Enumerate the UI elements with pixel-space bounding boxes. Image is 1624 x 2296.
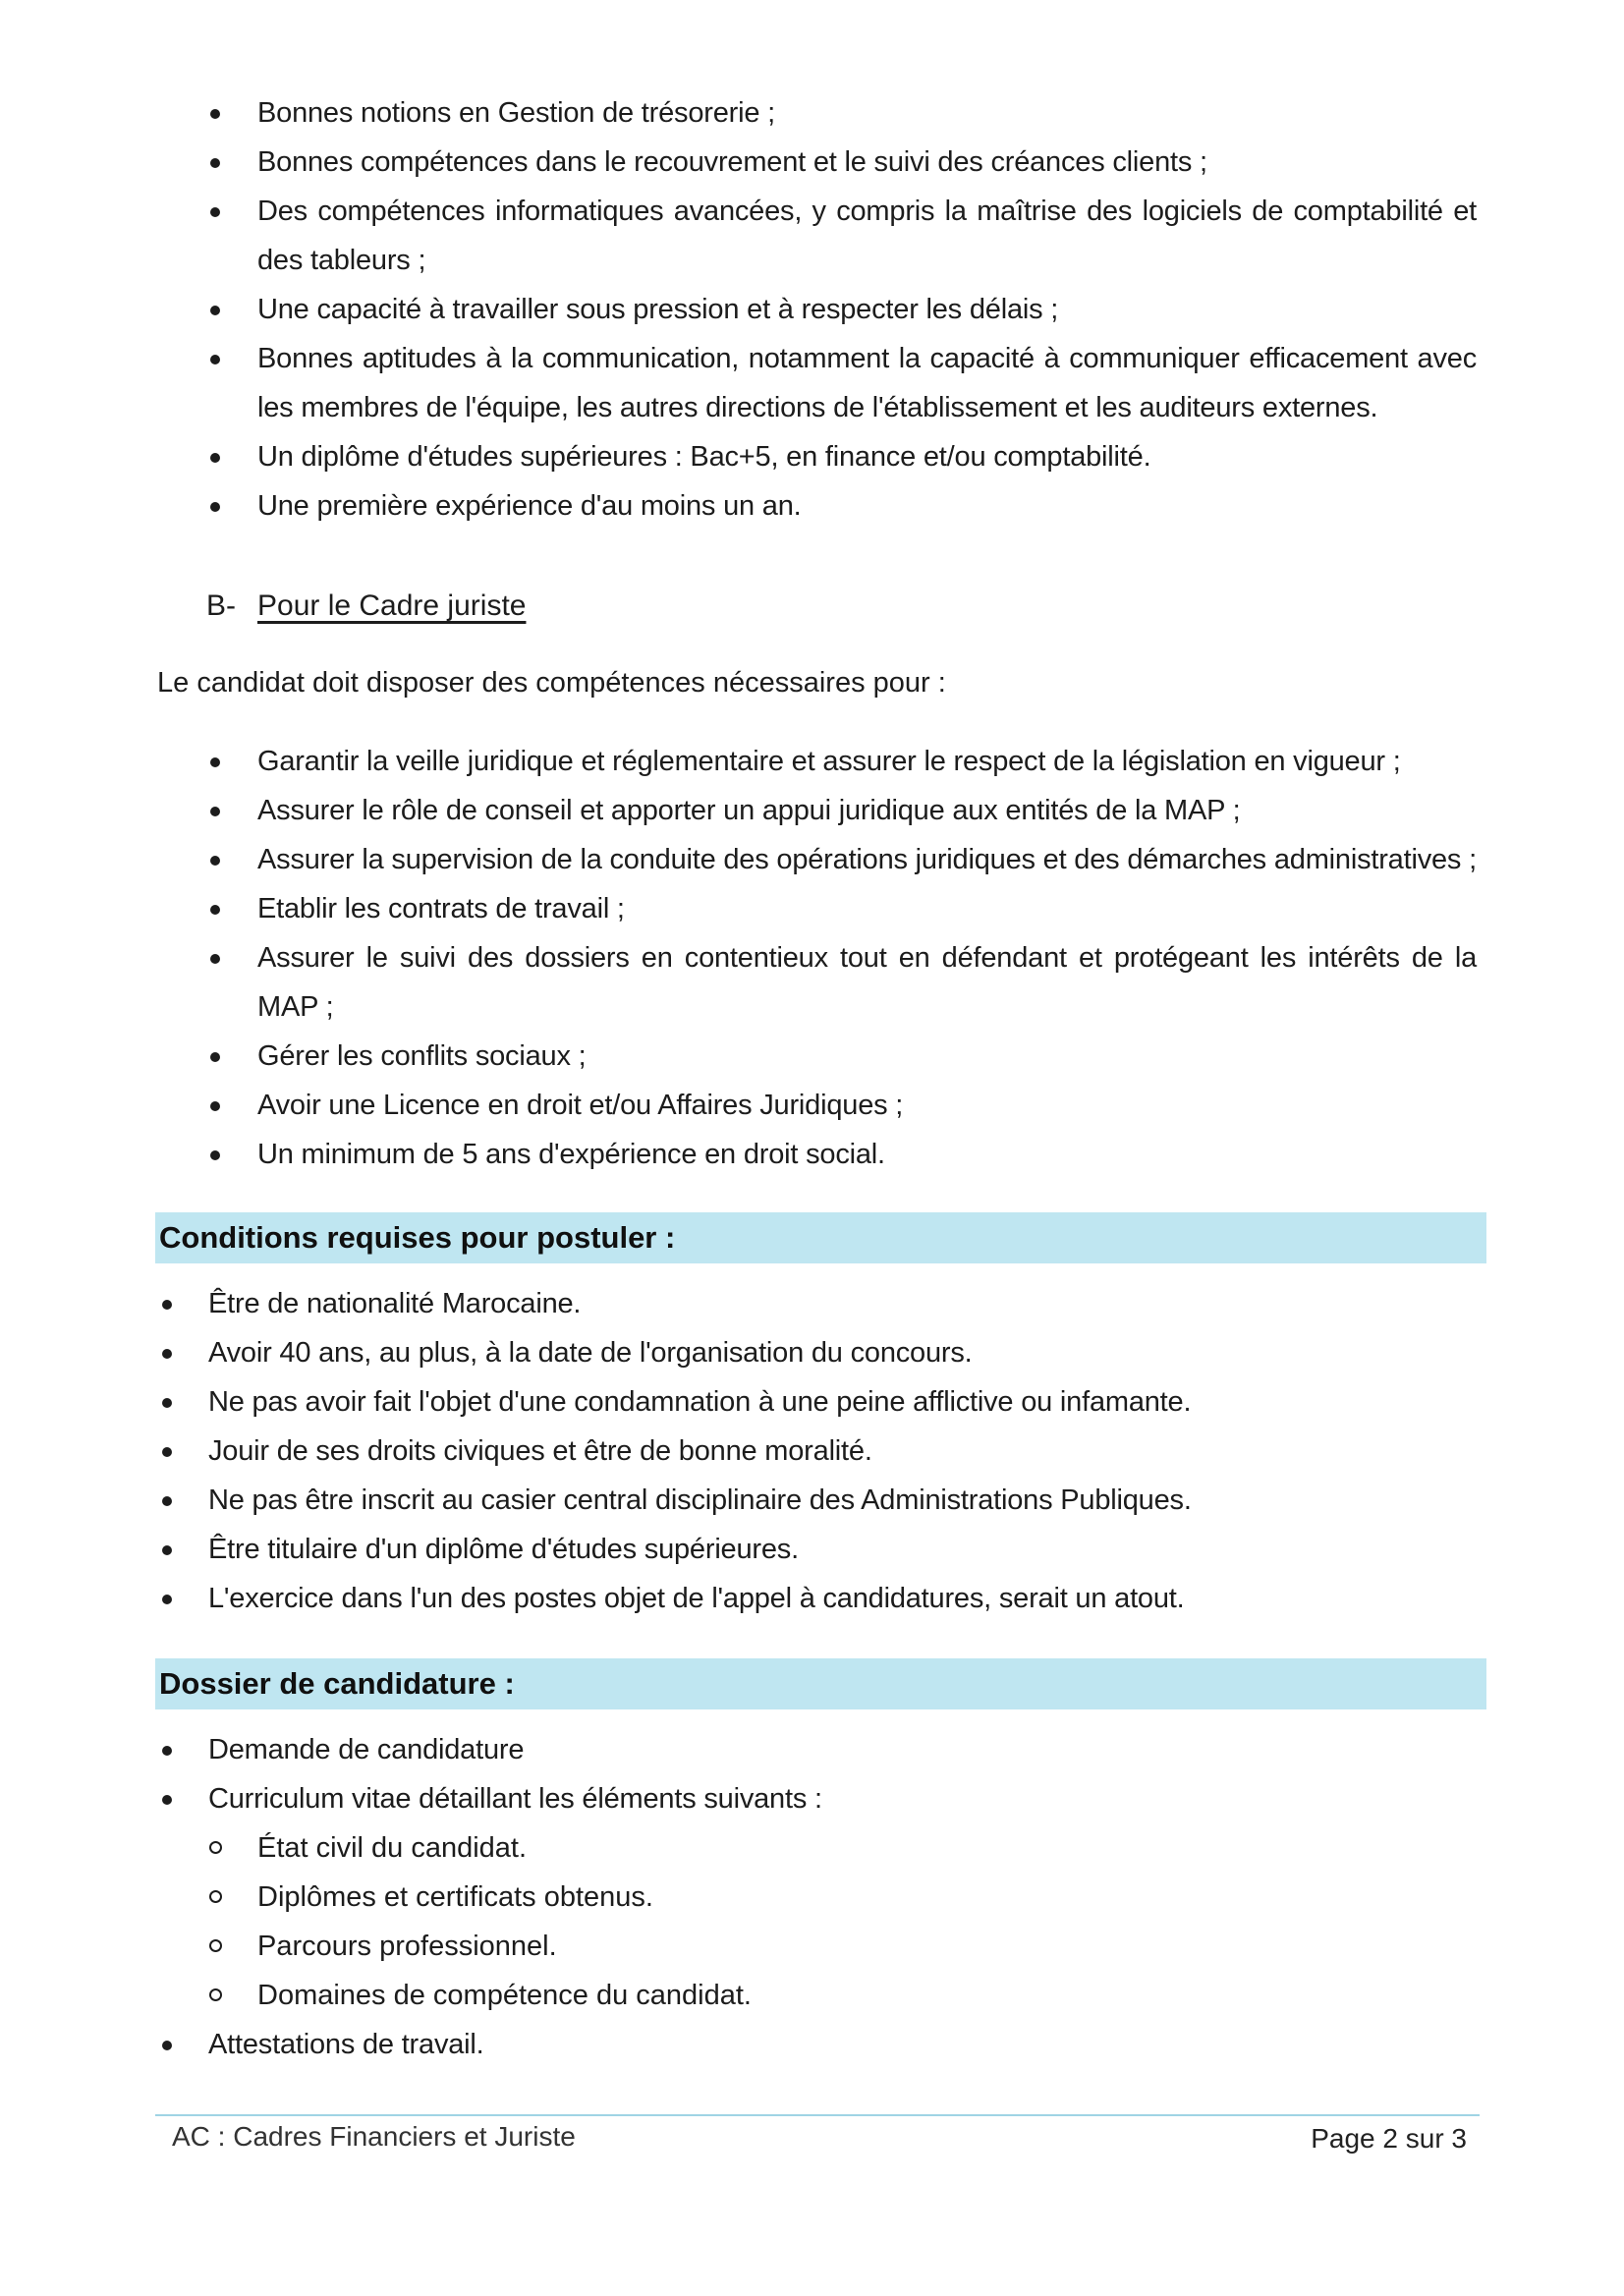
cv-elements-list — [0, 1823, 1624, 2020]
list-item: Bonnes compétences dans le recouvrement et le suivi des créances clients ; — [0, 138, 1624, 187]
list-item: Assurer le rôle de conseil et apporter un appui juridique aux entités de la MAP ; — [0, 786, 1624, 835]
list-item: Etablir les contrats de travail ; — [0, 884, 1624, 933]
list-item: Être de nationalité Marocaine. — [0, 1279, 1624, 1328]
finance-skills-list — [0, 88, 1624, 531]
legal-skills-list — [0, 737, 1624, 1179]
dossier-heading: Dossier de candidature : — [155, 1658, 1486, 1709]
list-item: Ne pas être inscrit au casier central disciplinaire des Administrations Publiques. — [0, 1476, 1624, 1525]
list-item: Être titulaire d'un diplôme d'études supérieures. — [0, 1525, 1624, 1574]
sub-list-item: Parcours professionnel. — [0, 1922, 1624, 1971]
list-item: Ne pas avoir fait l'objet d'une condamnation à une peine afflictive ou infamante. — [0, 1377, 1624, 1427]
list-item: Des compétences informatiques avancées, y compris la maîtrise des logiciels de comptabilité et des tableurs ; — [0, 187, 1624, 285]
list-item: Bonnes aptitudes à la communication, notamment la capacité à communiquer efficacement avec les membres de l'équipe, les autres directions de l'établissement et les auditeurs externes. — [0, 334, 1624, 432]
section-b-intro: Le candidat doit disposer des compétences nécessaires pour : — [157, 667, 946, 699]
footer-rule — [155, 2114, 1480, 2116]
dossier-list-continued — [0, 2020, 1624, 2069]
list-item: Un diplôme d'études supérieures : Bac+5, en finance et/ou comptabilité. — [0, 432, 1624, 481]
sub-list-item: État civil du candidat. — [0, 1823, 1624, 1873]
list-item: Attestations de travail. — [0, 2020, 1624, 2069]
section-b-title: Pour le Cadre juriste — [257, 589, 527, 622]
list-item: Demande de candidature — [0, 1725, 1624, 1774]
list-item: L'exercice dans l'un des postes objet de l'appel à candidatures, serait un atout. — [0, 1574, 1624, 1623]
sub-list-item: Domaines de compétence du candidat. — [0, 1971, 1624, 2020]
list-item: Une première expérience d'au moins un an. — [0, 481, 1624, 531]
footer-document-title: AC : Cadres Financiers et Juriste — [172, 2121, 576, 2152]
list-item: Assurer la supervision de la conduite des opérations juridiques et des démarches administratives ; — [0, 835, 1624, 884]
list-item: Jouir de ses droits civiques et être de bonne moralité. — [0, 1427, 1624, 1476]
list-item: Curriculum vitae détaillant les éléments suivants : — [0, 1774, 1624, 1823]
list-item: Garantir la veille juridique et réglementaire et assurer le respect de la législation en vigueur ; — [0, 737, 1624, 786]
footer-page-number: Page 2 sur 3 — [1311, 2123, 1467, 2154]
list-item: Bonnes notions en Gestion de trésorerie ; — [0, 88, 1624, 138]
list-item: Avoir une Licence en droit et/ou Affaires Juridiques ; — [0, 1081, 1624, 1130]
list-item: Gérer les conflits sociaux ; — [0, 1032, 1624, 1081]
conditions-list — [0, 1279, 1624, 1623]
sub-list-item: Diplômes et certificats obtenus. — [0, 1873, 1624, 1922]
list-item: Avoir 40 ans, au plus, à la date de l'organisation du concours. — [0, 1328, 1624, 1377]
section-b-letter: B- — [206, 589, 236, 622]
list-item: Une capacité à travailler sous pression et à respecter les délais ; — [0, 285, 1624, 334]
dossier-list — [0, 1725, 1624, 1823]
list-item: Assurer le suivi des dossiers en contentieux tout en défendant et protégeant les intérêts de la MAP ; — [0, 933, 1624, 1032]
conditions-heading: Conditions requises pour postuler : — [155, 1212, 1486, 1263]
list-item: Un minimum de 5 ans d'expérience en droit social. — [0, 1130, 1624, 1179]
